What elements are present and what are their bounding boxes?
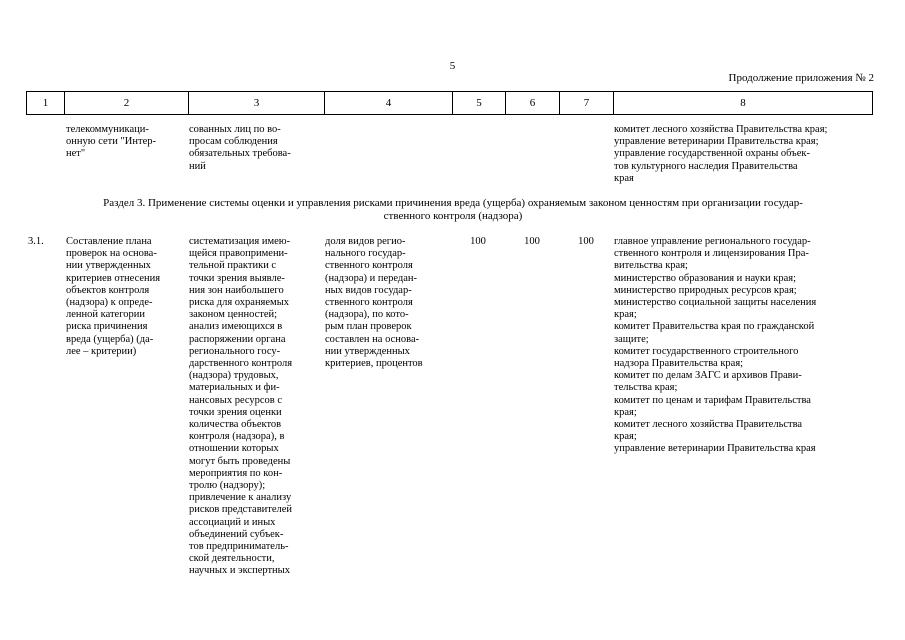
header-cell: 5 xyxy=(453,92,506,114)
row-31-col5-value: 100 xyxy=(470,236,486,247)
top-row-col3: сованных лиц по во- просам соблюдения обязательных требова- ний xyxy=(189,124,291,172)
row-31-col4: доля видов регио- нального государ- ственного контроля (надзора) и передан- ных видов государ- ственного контроля (надзора), по кото- рым план проверок составлен на основа- нии утвержденных критериев, процентов xyxy=(325,236,423,370)
page-number: 5 xyxy=(449,60,456,72)
header-cell: 7 xyxy=(560,92,614,114)
header-cell: 4 xyxy=(325,92,453,114)
section-heading: Раздел 3. Применение системы оценки и управления рисками причинения вреда (ущерба) охраняемым законом ценностям при организации государ- ственного контроля (надзора) xyxy=(103,197,803,222)
row-31-col3: систематизация имею- щейся правопримени- тельной практики с точки зрения выявле- ния зон наибольшего риска для охраняемых законом ценностей; анализ имеющихся в распоряжении органа регионального госу- дарственного контроля (надзора) трудовых, материальных и фи- нансовых ресурсов с точки зрения оценки количества объектов контроля (надзора), в отношении которых могут быть проведены мероприятия по кон- тролю (надзору); привлечение к анализу рисков представителей ассоциаций и иных объединений субъек- тов предприниматель- ской деятельности, научных и экспертных xyxy=(189,236,293,577)
top-row-col2: телекоммуникаци- онную сети "Интер- нет" xyxy=(66,124,156,160)
header-cell: 2 xyxy=(65,92,189,114)
table-header-row xyxy=(26,91,873,115)
row-31-col2: Составление плана проверок на основа- нии утвержденных критериев отнесения объектов контроля (надзора) к опреде- ленной категории риска причинения вреда (ущерба) (да- лее – критерии) xyxy=(66,236,161,357)
appendix-continuation: Продолжение приложения № 2 xyxy=(728,72,874,84)
top-row-col8: комитет лесного хозяйства Правительства края; управление ветеринарии Правительства края; управление государственной охраны объек- тов культурного наследия Правительства края xyxy=(614,124,828,184)
header-cell: 8 xyxy=(740,97,746,109)
row-31-col7-value: 100 xyxy=(578,236,594,247)
header-cell: 6 xyxy=(506,92,560,114)
row-31-col8: главное управление регионального государ- ственного контроля и лицензирования Пра- вительства края; министерство образования и науки края; министерство природных ресурсов края; министерство социальной защиты населения края; комитет Правительства края по гражданской защите; комитет государственного строительного надзора Правительства края; комитет по делам ЗАГС и архивов Прави- тельства края; комитет по ценам и тарифам Правительства края; комитет лесного хозяйства Правительства края; управление ветеринарии Правительства края xyxy=(614,236,817,455)
header-cell: 1 xyxy=(27,92,65,114)
header-cell: 3 xyxy=(189,92,325,114)
row-31-col6-value: 100 xyxy=(524,236,540,247)
row-number: 3.1. xyxy=(28,236,44,247)
